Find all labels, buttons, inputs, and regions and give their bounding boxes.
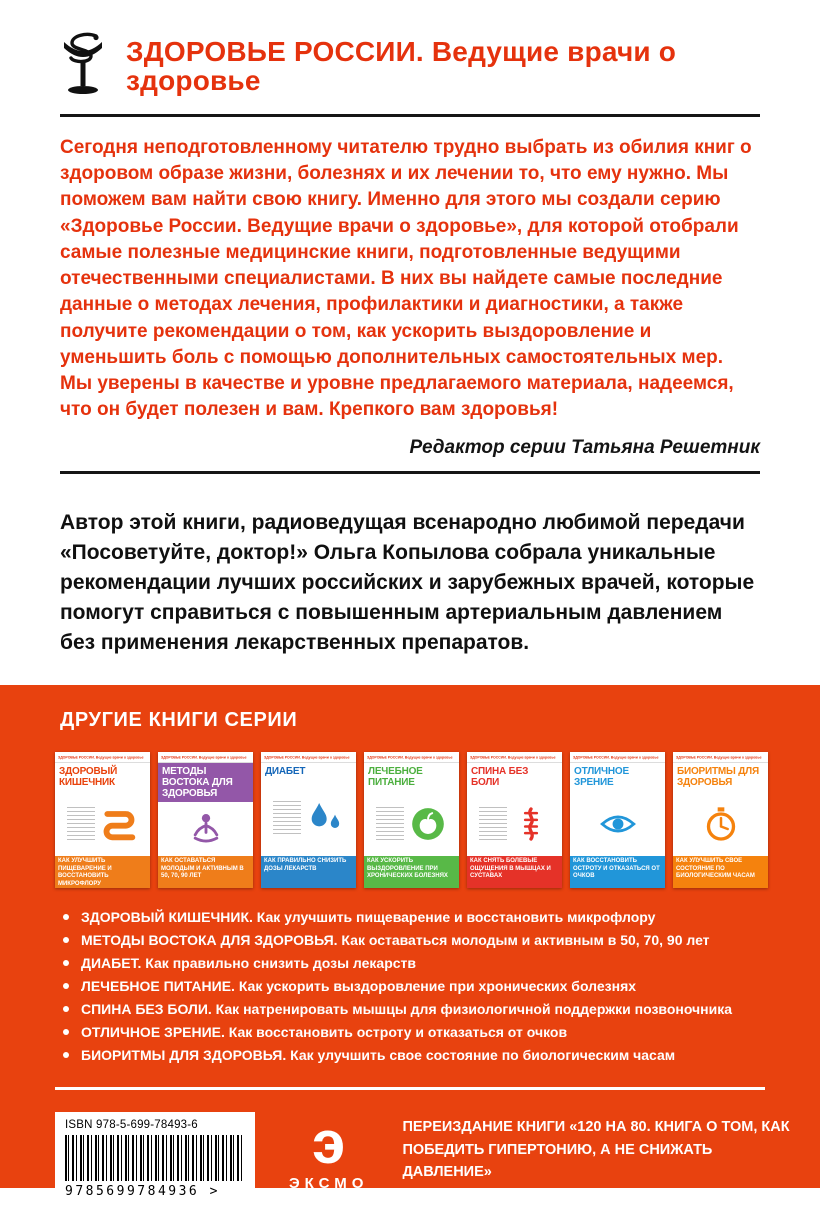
cover-title: СПИНА БЕЗ БОЛИ bbox=[471, 766, 529, 789]
barcode bbox=[55, 1112, 255, 1205]
cover-tagline: КАК ПРАВИЛЬНО СНИЗИТЬ ДОЗЫ ЛЕКАРСТВ bbox=[261, 856, 356, 888]
divider-top bbox=[60, 114, 760, 117]
barcode-digits: 9785699784936 > bbox=[65, 1184, 220, 1200]
cover-tagline: КАК СНЯТЬ БОЛЕВЫЕ ОЩУЩЕНИЯ В МЫШЦАХ И СУСТАВАХ bbox=[467, 856, 562, 888]
bullet-icon bbox=[63, 1052, 69, 1058]
water-drops-icon bbox=[305, 798, 345, 838]
cover-title: ОТЛИЧНОЕ ЗРЕНИЕ bbox=[574, 766, 629, 789]
cover-series-strip: ЗДОРОВЬЕ РОССИИ. Ведущие врачи о здоровье bbox=[570, 752, 665, 763]
cover-toc-lines bbox=[376, 807, 404, 841]
list-item: ЛЕЧЕБНОЕ ПИТАНИЕ. Как ускорить выздоровление при хронических болезнях bbox=[63, 975, 765, 998]
apple-icon bbox=[408, 804, 448, 844]
list-item: ОТЛИЧНОЕ ЗРЕНИЕ. Как восстановить остроту и отказаться от очков bbox=[63, 1021, 765, 1044]
intestine-icon bbox=[99, 804, 139, 844]
cover-toc-lines bbox=[479, 807, 507, 841]
isbn-label: ISBN 978-5-699-78493-6 bbox=[65, 1119, 198, 1132]
cover-title: БИОРИТМЫ ДЛЯ ЗДОРОВЬЯ bbox=[677, 766, 759, 789]
cover-tagline: КАК ВОССТАНОВИТЬ ОСТРОТУ И ОТКАЗАТЬСЯ ОТ ОЧКОВ bbox=[570, 856, 665, 888]
publisher-name: ЭКСМО bbox=[289, 1175, 369, 1193]
divider-bottom bbox=[55, 1087, 765, 1090]
spine-icon bbox=[511, 804, 551, 844]
cover-toc-lines bbox=[273, 801, 301, 835]
cover-tagline: КАК УЛУЧШИТЬ ПИЩЕВАРЕНИЕ И ВОССТАНОВИТЬ МИКРОФЛОРУ bbox=[55, 856, 150, 888]
cover-thumbnail-east-methods bbox=[158, 752, 253, 888]
bowl-of-hygieia-icon bbox=[60, 34, 106, 98]
cover-series-strip: ЗДОРОВЬЕ РОССИИ. Ведущие врачи о здоровье bbox=[158, 752, 253, 763]
cover-thumbnail-healing-nutrition bbox=[364, 752, 459, 888]
other-books-heading: ДРУГИЕ КНИГИ СЕРИИ bbox=[60, 709, 298, 732]
cover-series-strip: ЗДОРОВЬЕ РОССИИ. Ведущие врачи о здоровье bbox=[467, 752, 562, 763]
cover-title: МЕТОДЫ ВОСТОКА ДЛЯ ЗДОРОВЬЯ bbox=[158, 763, 253, 801]
list-item: ЗДОРОВЫЙ КИШЕЧНИК. Как улучшить пищеварение и восстановить микрофлору bbox=[63, 906, 765, 929]
cover-tagline: КАК УСКОРИТЬ ВЫЗДОРОВЛЕНИЕ ПРИ ХРОНИЧЕСКИХ БОЛЕЗНЯХ bbox=[364, 856, 459, 888]
cover-title: ЗДОРОВЫЙ КИШЕЧНИК bbox=[59, 766, 118, 789]
cover-thumbnail-healthy-gut bbox=[55, 752, 150, 888]
barcode-bars-icon bbox=[65, 1135, 245, 1181]
cover-title: ДИАБЕТ bbox=[265, 766, 306, 778]
list-item: СПИНА БЕЗ БОЛИ. Как натренировать мышцы для физиологичной поддержки позвоночника bbox=[63, 998, 765, 1021]
cover-thumbnail-diabetes bbox=[261, 752, 356, 888]
bullet-icon bbox=[63, 1006, 69, 1012]
eksmo-glyph-icon: э bbox=[312, 1109, 346, 1177]
cover-thumbnail-biorhythms bbox=[673, 752, 768, 888]
stopwatch-icon bbox=[701, 804, 741, 844]
cover-tagline: КАК УЛУЧШИТЬ СВОЕ СОСТОЯНИЕ ПО БИОЛОГИЧЕСКИМ ЧАСАМ bbox=[673, 856, 768, 888]
book-cover-thumbnails bbox=[55, 752, 765, 888]
cover-toc-lines bbox=[67, 807, 95, 841]
series-description: Сегодня неподготовленному читателю трудно выбрать из обилия книг о здоровом образе жизни, болезнях и их лечении то, что ему нужно. Мы поможем вам найти свою книгу. Именно для этого мы создали серию «Здоровье России. Ведущие врачи о здоровье», для которой отобрали самые полезные медицинские книги, подготовленные ведущими отечественными специалистами. В них вы найдете самые последние данные о методах лечения, профилактики и диагностики, а также получите рекомендации о том, как ускорить выздоровление и уменьшить боль с помощью дополнительных самостоятельных мер. Мы уверены в качестве и уровне предлагаемого материала, надеемся, что он будет полезен и вам. Крепкого вам здоровья! bbox=[60, 137, 752, 421]
cover-thumbnail-excellent-vision bbox=[570, 752, 665, 888]
eye-icon bbox=[598, 804, 638, 844]
reissue-note: ПЕРЕИЗДАНИЕ КНИГИ «120 НА 80. КНИГА О ТОМ, КАК ПОБЕДИТЬ ГИПЕРТОНИЮ, А НЕ СНИЖАТЬ ДАВЛЕНИЕ» bbox=[402, 1119, 790, 1181]
other-books-list bbox=[55, 906, 765, 1067]
cover-thumbnail-back-without-pain bbox=[467, 752, 562, 888]
bullet-icon bbox=[63, 1029, 69, 1035]
meditation-icon bbox=[186, 809, 226, 849]
eksmo-logo bbox=[289, 1109, 369, 1193]
cover-series-strip: ЗДОРОВЬЕ РОССИИ. Ведущие врачи о здоровье bbox=[364, 752, 459, 763]
editor-credit: Редактор серии Татьяна Решетник bbox=[409, 437, 760, 459]
cover-tagline: КАК ОСТАВАТЬСЯ МОЛОДЫМ И АКТИВНЫМ В 50, 70, 90 ЛЕТ bbox=[158, 856, 253, 888]
footer bbox=[55, 1109, 790, 1205]
cover-title: ЛЕЧЕБНОЕ ПИТАНИЕ bbox=[368, 766, 423, 789]
cover-series-strip: ЗДОРОВЬЕ РОССИИ. Ведущие врачи о здоровье bbox=[261, 752, 356, 763]
series-header bbox=[60, 34, 760, 98]
list-item: БИОРИТМЫ ДЛЯ ЗДОРОВЬЯ. Как улучшить свое состояние по биологическим часам bbox=[63, 1044, 765, 1067]
series-title: ЗДОРОВЬЕ РОССИИ. Ведущие врачи о здоровье bbox=[126, 35, 677, 96]
bullet-icon bbox=[63, 960, 69, 966]
bullet-icon bbox=[63, 937, 69, 943]
divider-middle bbox=[60, 471, 760, 474]
cover-series-strip: ЗДОРОВЬЕ РОССИИ. Ведущие врачи о здоровье bbox=[673, 752, 768, 763]
bullet-icon bbox=[63, 914, 69, 920]
list-item: МЕТОДЫ ВОСТОКА ДЛЯ ЗДОРОВЬЯ. Как оставаться молодым и активным в 50, 70, 90 лет bbox=[63, 929, 765, 952]
bullet-icon bbox=[63, 983, 69, 989]
list-item: ДИАБЕТ. Как правильно снизить дозы лекарств bbox=[63, 952, 765, 975]
red-section bbox=[0, 685, 820, 1200]
book-annotation: Автор этой книги, радиоведущая всенародно любимой передачи «Посоветуйте, доктор!» Ольга Копылова собрала уникальные рекомендации лучших российских и зарубежных врачей, которые помогут справиться с повышенным артериальным давлением без применения лекарственных препаратов. bbox=[60, 511, 755, 654]
cover-series-strip: ЗДОРОВЬЕ РОССИИ. Ведущие врачи о здоровье bbox=[55, 752, 150, 763]
